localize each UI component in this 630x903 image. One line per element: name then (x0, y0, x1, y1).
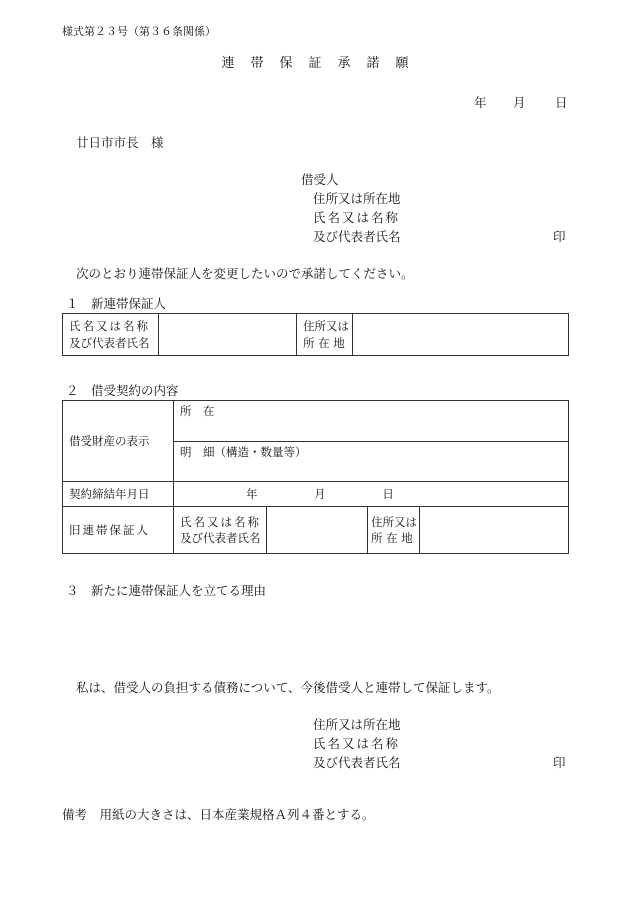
property-location-field[interactable] (174, 401, 569, 442)
old-guarantor-name-field[interactable] (267, 507, 368, 554)
contract-date-label: 契約締結年月日 (63, 482, 174, 507)
document-title (0, 52, 630, 71)
contract-day-label: 日 (382, 486, 394, 501)
contract-table (62, 400, 569, 554)
old-guarantor-name-label: 氏名又は名称 及び代表者氏名 (174, 507, 267, 554)
borrower-address-label: 住所又は所在地 (313, 191, 401, 206)
new-guarantor-name-label: 氏名又は名称 及び代表者氏名 (63, 314, 159, 356)
borrower-rep-label: 及び代表者氏名 (313, 229, 401, 244)
date-day-label: 日 (555, 95, 568, 110)
title-char: 願 (395, 56, 409, 71)
reason-area[interactable] (62, 602, 568, 668)
new-guarantor-table (62, 313, 569, 356)
section3-heading: ３ 新たに連帯保証人を立てる理由 (66, 583, 267, 598)
contract-year-label: 年 (246, 486, 258, 501)
old-guarantor-address-label: 住所又は 所 在 地 (368, 507, 420, 554)
old-guarantor-address-field[interactable] (420, 507, 569, 554)
section2-heading: ２ 借受契約の内容 (66, 383, 179, 398)
date-month-label: 月 (513, 95, 526, 110)
date-year-label: 年 (474, 95, 487, 110)
title-char: 諾 (366, 56, 380, 71)
guarantor-rep-label: 及び代表者氏名 (313, 755, 401, 770)
contract-month-label: 月 (314, 486, 326, 501)
paper-size-note: 備考 用紙の大きさは、日本産業規格Ａ列４番とする。 (62, 807, 375, 822)
borrower-label: 借受人 (301, 172, 339, 187)
property-details-label: 明 細（構造・数量等） (180, 444, 307, 459)
pledge-text: 私は、借受人の負担する債務について、今後借受人と連帯して保証します。 (76, 680, 500, 695)
request-text: 次のとおり連帯保証人を変更したいので承諾してください。 (76, 266, 414, 281)
new-guarantor-address-label: 住所又は 所 在 地 (297, 314, 353, 356)
guarantor-name-label: 氏名又は名称 (313, 736, 401, 751)
contract-date-field[interactable] (174, 482, 569, 507)
property-details-field[interactable] (174, 441, 569, 482)
guarantor-seal-mark: 印 (553, 755, 566, 770)
section1-heading: １ 新連帯保証人 (66, 296, 167, 311)
title-char: 証 (308, 56, 322, 71)
title-char: 帯 (250, 56, 264, 71)
addressee: 廿日市市長 様 (76, 135, 164, 150)
property-location-label: 所 在 (180, 404, 215, 418)
borrower-name-label: 氏名又は名称 (313, 210, 401, 225)
title-char: 承 (337, 56, 351, 71)
property-label: 借受財産の表示 (63, 401, 174, 482)
form-number: 様式第２３号（第３６条関係） (62, 25, 216, 38)
guarantor-address-label: 住所又は所在地 (313, 717, 401, 732)
new-guarantor-name-field[interactable] (159, 314, 297, 356)
borrower-seal-mark: 印 (553, 229, 566, 244)
title-char: 保 (279, 56, 293, 71)
old-guarantor-label: 旧連帯保証人 (63, 507, 174, 554)
new-guarantor-address-field[interactable] (353, 314, 569, 356)
title-char: 連 (221, 56, 235, 71)
